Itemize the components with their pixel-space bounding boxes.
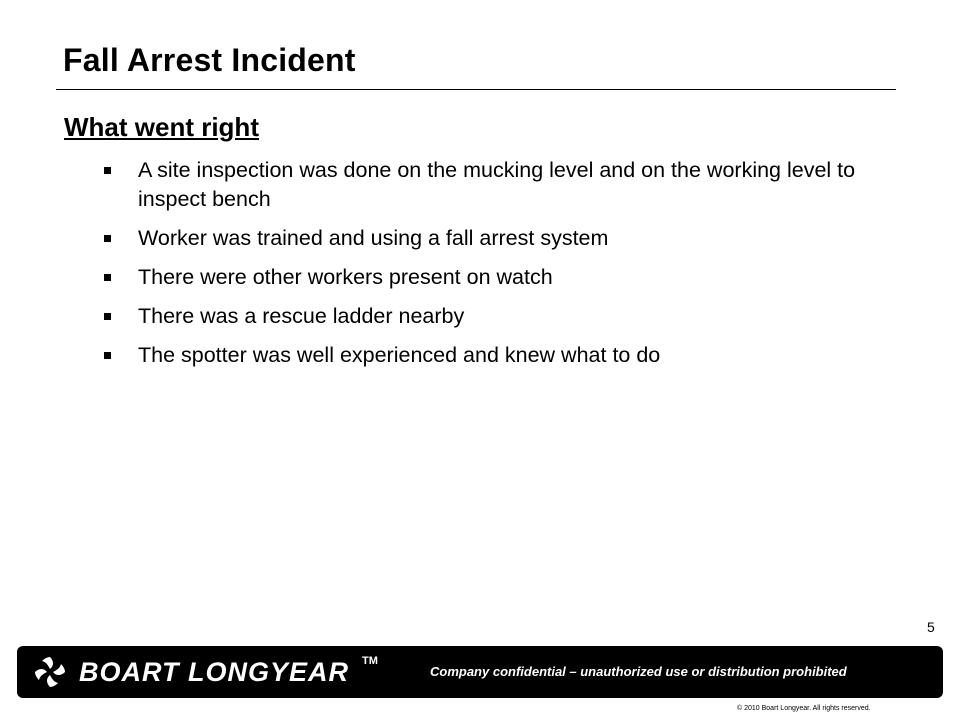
- logo-wordmark: BOART LONGYEAR: [79, 657, 350, 687]
- square-bullet-icon: [104, 313, 111, 320]
- company-logo: [33, 654, 349, 690]
- bullet-item: [100, 341, 860, 370]
- bullet-list: [100, 156, 860, 380]
- bullet-item: [100, 263, 860, 292]
- bullet-item: [100, 224, 860, 253]
- bullet-text: A site inspection was done on the mucking level and on the working level to inspect bench: [138, 158, 856, 211]
- square-bullet-icon: [104, 352, 111, 359]
- bullet-item: [100, 156, 860, 214]
- bullet-text: The spotter was well experienced and knew what to do: [138, 343, 661, 367]
- confidentiality-notice: Company confidential – unauthorized use or distribution prohibited: [430, 664, 847, 679]
- bullet-text: There was a rescue ladder nearby: [138, 304, 465, 328]
- title-divider: [56, 89, 896, 90]
- copyright-notice: © 2010 Boart Longyear. All rights reserved.: [737, 705, 871, 712]
- bullet-item: [100, 302, 860, 331]
- square-bullet-icon: [104, 167, 111, 174]
- slide-title: Fall Arrest Incident: [63, 42, 356, 78]
- trademark-symbol: TM: [362, 655, 378, 667]
- footer-bar: [17, 646, 943, 698]
- square-bullet-icon: [104, 274, 111, 281]
- square-bullet-icon: [104, 235, 111, 242]
- bullet-text: Worker was trained and using a fall arrest system: [138, 226, 609, 250]
- bullet-text: There were other workers present on watch: [138, 265, 553, 289]
- page-number: 5: [927, 619, 935, 635]
- section-heading: What went right: [64, 112, 259, 142]
- boart-longyear-logo-icon: [33, 655, 67, 689]
